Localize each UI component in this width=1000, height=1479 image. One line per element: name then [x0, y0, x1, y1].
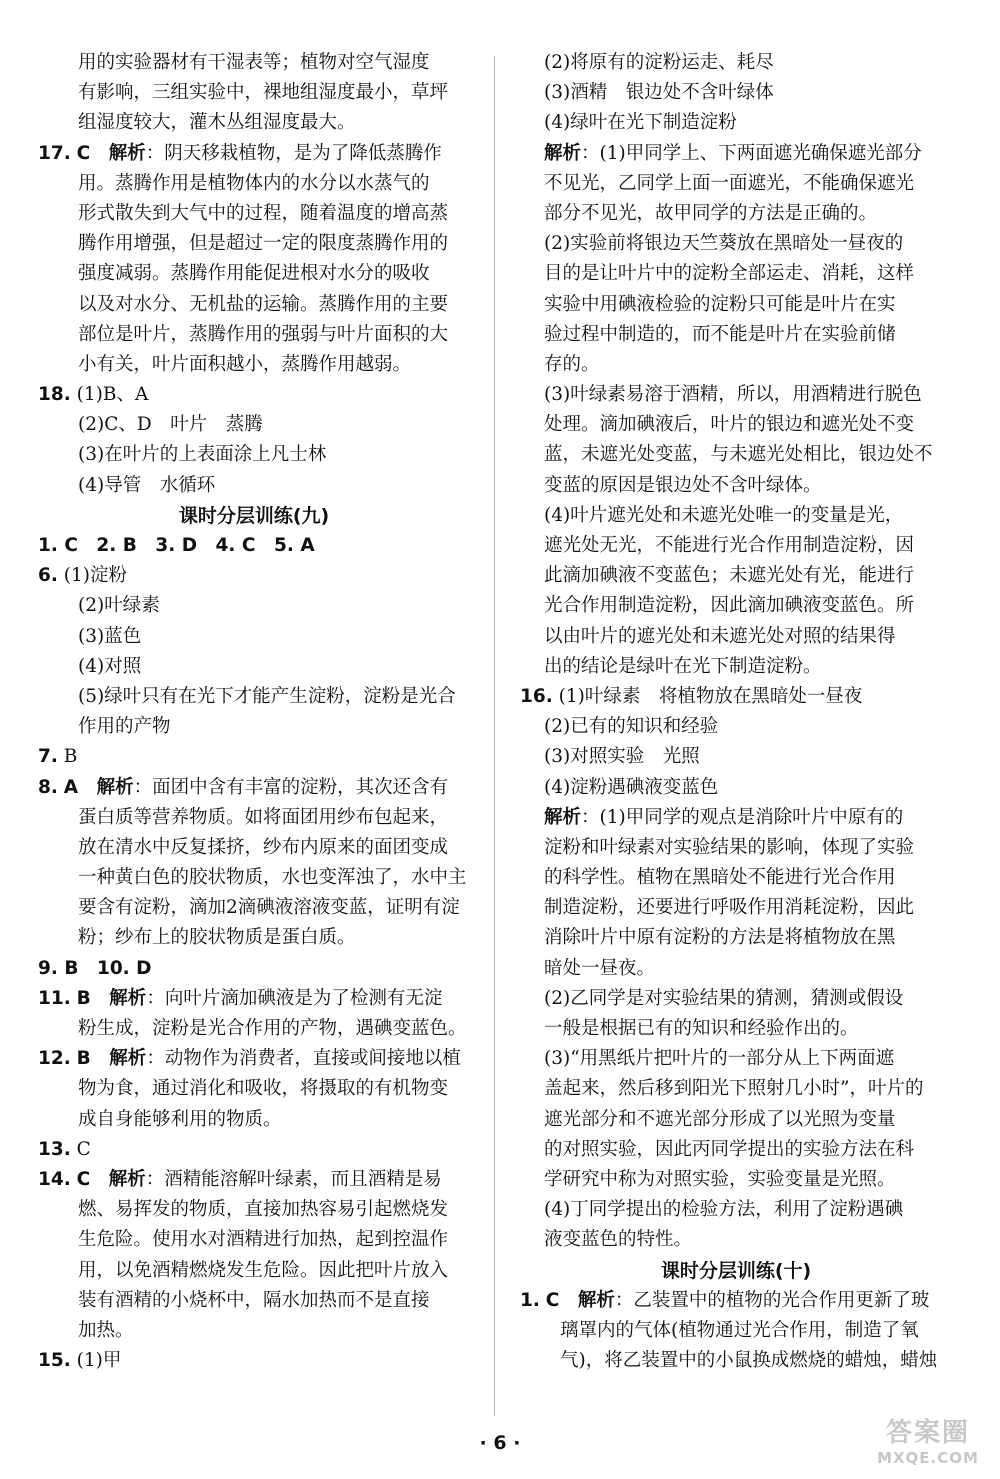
analysis-line — [520, 1286, 952, 1316]
question-number: 7. — [38, 746, 58, 768]
line-text: (1)叶绿素 将植物放在黑暗处一昼夜 — [558, 685, 863, 707]
answer-line — [520, 712, 952, 742]
line-text: 液变蓝色的特性。 — [544, 1229, 693, 1251]
answer-choice: B — [76, 987, 91, 1009]
line-text: 有影响，三组实验中，裸地组湿度最小，草坪 — [78, 82, 449, 104]
line-text: 1. C 2. B 3. D 4. C 5. A — [38, 535, 315, 556]
watermark-text: 答案圈 — [885, 1418, 970, 1448]
line-text: 生危险。使用水对酒精进行加热，起到控温作 — [78, 1229, 449, 1251]
left-column — [38, 48, 470, 1376]
line-text: 用的实验器材有干湿表等；植物对空气湿度 — [78, 52, 430, 73]
answer-item — [38, 561, 470, 591]
line-text: 形式散失到大气中的过程，随着温度的增高蒸 — [78, 202, 449, 224]
answer-line — [38, 1286, 470, 1316]
line-text: 学研究中称为对照实验，实验变量是光照。 — [544, 1168, 896, 1190]
line-text: 此滴加碘液不变蓝色；未遮光处有光，能进行 — [544, 565, 915, 587]
answer-line — [520, 48, 952, 78]
answer-line — [520, 773, 952, 803]
line-text: 验过程中制造的，而不能是叶片在实验前储 — [544, 323, 896, 345]
answer-line — [38, 169, 470, 199]
line-text: 加热。 — [78, 1319, 134, 1341]
line-text: 9. B 10. D — [38, 957, 152, 979]
line-text: 燃、易挥发的物质，直接加热容易引起燃烧发 — [78, 1199, 449, 1221]
answer-line — [38, 259, 470, 289]
line-text: (4)绿叶在光下制造淀粉 — [544, 112, 737, 134]
line-text: 蛋白质等营养物质。如将面团用纱布包起来， — [78, 806, 449, 828]
answer-line — [38, 1105, 470, 1135]
question-number: 16. — [520, 685, 553, 707]
answer-line — [38, 229, 470, 259]
answer-line — [520, 923, 952, 953]
answer-line — [520, 561, 952, 591]
column-divider — [494, 56, 495, 1416]
answer-item — [38, 1346, 470, 1376]
line-text: 用，以免酒精燃烧发生危险。因此把叶片放入 — [78, 1259, 449, 1281]
answer-line — [520, 954, 952, 984]
answer-line — [520, 1225, 952, 1255]
answer-line — [520, 380, 952, 410]
line-text: 成自身能够利用的物质。 — [78, 1108, 282, 1130]
answer-line — [38, 863, 470, 893]
answer-line — [520, 229, 952, 259]
line-text: 盖起来，然后移到阳光下照射几小时”，叶片的 — [544, 1078, 924, 1100]
line-text: 作用的产物 — [78, 716, 171, 738]
answer-line — [520, 350, 952, 380]
answer-line — [38, 350, 470, 380]
line-text: 目的是让叶片中的淀粉全部运走、消耗，这样 — [544, 263, 915, 285]
line-text: 放在清水中反复揉挤，纱布内原来的面团变成 — [78, 836, 449, 858]
line-text: (5)绿叶只有在光下才能产生淀粉，淀粉是光合 — [78, 685, 456, 707]
answer-line — [520, 652, 952, 682]
line-text: 的对照实验，因此丙同学提出的实验方法在科 — [544, 1138, 915, 1160]
answer-line — [520, 742, 952, 772]
question-number: 1. — [520, 1289, 540, 1311]
line-text: 粉生成，淀粉是光合作用的产物，遇碘变蓝色。 — [78, 1018, 467, 1039]
line-text: 变蓝的原因是银边处不含叶绿体。 — [544, 474, 822, 496]
line-text: (2)乙同学是对实验结果的猜测，猜测或假设 — [544, 987, 904, 1009]
answer-choice: B — [76, 1048, 91, 1070]
answer-line — [520, 259, 952, 289]
line-text: (1)淀粉 — [63, 565, 128, 587]
answer-line — [38, 471, 470, 501]
line-text: 暗处一昼夜。 — [544, 957, 656, 979]
question-number: 17. — [38, 142, 71, 164]
line-text: ：酒精能溶解叶绿素，而且酒精是易 — [145, 1168, 442, 1190]
answer-line — [520, 410, 952, 440]
line-text: (1)甲 — [76, 1350, 122, 1372]
answer-line — [520, 863, 952, 893]
line-text: (4)淀粉遇碘液变蓝色 — [544, 776, 719, 798]
section-heading: 课时分层训练(十) — [660, 1259, 812, 1282]
answer-line — [520, 169, 952, 199]
answer-choice: C — [76, 142, 91, 164]
line-text: (3)对照实验 光照 — [544, 746, 700, 768]
line-text: (2)叶绿素 — [78, 595, 160, 617]
answer-line — [520, 591, 952, 621]
answer-line — [520, 1165, 952, 1195]
line-text: (3)酒精 银边处不含叶绿体 — [544, 82, 774, 104]
answer-line — [520, 1316, 952, 1346]
answer-line — [520, 984, 952, 1014]
line-text: 以由叶片的遮光处和未遮光处对照的结果得 — [544, 625, 896, 647]
watermark-url: MXQE.COM — [877, 1449, 979, 1467]
line-text: 蓝，未遮光处变蓝，与未遮光处相比，银边处不 — [544, 444, 933, 466]
line-text: (4)丁同学提出的检验方法，利用了淀粉遇碘 — [544, 1199, 904, 1221]
answer-line — [520, 1014, 952, 1044]
line-text: (3)“用黑纸片把叶片的一部分从上下两面遮 — [544, 1048, 895, 1070]
answer-line — [38, 893, 470, 923]
line-text: 一种黄白色的胶状物质，水也变浑浊了，水中主 — [78, 867, 467, 889]
analysis-label: 解析 — [108, 1168, 146, 1190]
line-text: (2)已有的知识和经验 — [544, 716, 719, 738]
line-text: 遮光部分和不遮光部分形成了以光照为变量 — [544, 1108, 896, 1130]
line-text: (4)导管 水循环 — [78, 474, 216, 496]
answer-line — [38, 320, 470, 350]
line-text: 粉；纱布上的胶状物质是蛋白质。 — [78, 927, 356, 949]
line-text: ：乙装置中的植物的光合作用更新了玻 — [614, 1289, 930, 1311]
line-text: (3)在叶片的上表面涂上凡士林 — [78, 444, 327, 466]
answer-item — [38, 1135, 470, 1165]
answer-line — [520, 1195, 952, 1225]
line-text: B — [63, 746, 78, 768]
line-text: 组湿度较大，灌木丛组湿度最大。 — [78, 112, 356, 134]
line-text: 出的结论是绿叶在光下制造淀粉。 — [544, 655, 822, 677]
line-text: (4)对照 — [78, 655, 142, 677]
line-text: 物为食，通过消化和吸收，将摄取的有机物变 — [78, 1078, 449, 1100]
answer-line — [38, 410, 470, 440]
question-number: 13. — [38, 1138, 71, 1160]
line-text: 强度减弱。蒸腾作用能促进根对水分的吸收 — [78, 263, 430, 285]
answer-line — [38, 440, 470, 470]
line-text: (2)将原有的淀粉运走、耗尽 — [544, 52, 774, 73]
line-text: 璃罩内的气体(植物通过光合作用，制造了氧 — [560, 1319, 919, 1341]
analysis-line — [38, 984, 470, 1014]
line-text: (3)叶绿素易溶于酒精，所以，用酒精进行脱色 — [544, 384, 922, 406]
line-text: 腾作用增强，但是超过一定的限度蒸腾作用的 — [78, 233, 449, 255]
line-text: 实验中用碘液检验的淀粉只可能是叶片在实 — [544, 293, 896, 315]
line-text: 要含有淀粉，滴加2滴碘液溶液变蓝，证明有淀 — [78, 897, 460, 919]
question-number: 18. — [38, 384, 71, 406]
line-text: 存的。 — [544, 353, 600, 375]
answer-line — [38, 622, 470, 652]
line-text: 部位是叶片，蒸腾作用的强弱与叶片面积的大 — [78, 323, 449, 345]
analysis-label: 解析 — [96, 776, 134, 798]
answer-line — [38, 1074, 470, 1104]
question-number: 15. — [38, 1350, 71, 1372]
line-text: 不见光，乙同学上面一面遮光，不能确保遮光 — [544, 172, 915, 194]
line-text: 制造淀粉，还要进行呼吸作用消耗淀粉，因此 — [544, 897, 915, 919]
answer-line — [38, 833, 470, 863]
analysis-line — [520, 803, 952, 833]
answer-line — [38, 591, 470, 621]
line-text: 处理。滴加碘液后，叶片的银边和遮光处不变 — [544, 414, 915, 436]
answer-line — [520, 440, 952, 470]
answer-item — [38, 742, 470, 772]
answer-line — [38, 78, 470, 108]
answer-line — [520, 78, 952, 108]
line-text: (4)叶片遮光处和未遮光处唯一的变量是光， — [544, 504, 904, 526]
line-text: 装有酒精的小烧杯中，隔水加热而不是直接 — [78, 1289, 430, 1311]
line-text: ：阴天移栽植物，是为了降低蒸腾作 — [145, 142, 442, 164]
answer-line — [520, 1105, 952, 1135]
line-text: 遮光处无光，不能进行光合作用制造淀粉，因 — [544, 535, 915, 556]
analysis-label: 解析 — [109, 1048, 147, 1070]
analysis-line — [38, 773, 470, 803]
answer-line — [520, 1074, 952, 1104]
analysis-label: 解析 — [544, 142, 582, 164]
line-text: (2)实验前将银边天竺葵放在黑暗处一昼夜的 — [544, 233, 904, 255]
answer-line — [38, 1195, 470, 1225]
line-text: 光合作用制造淀粉，因此滴加碘液变蓝色。所 — [544, 595, 915, 617]
line-text: C — [76, 1138, 91, 1160]
answer-line — [520, 1346, 952, 1376]
analysis-line — [520, 139, 952, 169]
answer-line — [38, 108, 470, 138]
answer-line — [520, 833, 952, 863]
line-text: 气)，将乙装置中的小鼠换成燃烧的蜡烛，蜡烛 — [560, 1350, 938, 1372]
answer-line — [520, 108, 952, 138]
answer-line — [38, 923, 470, 953]
line-text: 一般是根据已有的知识和经验作出的。 — [544, 1018, 859, 1039]
answer-line — [520, 893, 952, 923]
watermark-logo — [868, 1412, 988, 1472]
line-text: 小有关，叶片面积越小，蒸腾作用越弱。 — [78, 353, 412, 375]
line-text: ：向叶片滴加碘液是为了检测有无淀 — [146, 987, 443, 1009]
answer-line — [38, 199, 470, 229]
question-number: 12. — [38, 1048, 71, 1070]
answer-line — [520, 501, 952, 531]
answer-line — [520, 320, 952, 350]
answer-line — [38, 1256, 470, 1286]
right-column — [520, 48, 952, 1376]
answer-line — [38, 803, 470, 833]
page-number: · 6 · — [479, 1432, 521, 1454]
line-text: ：(1)甲同学的观点是消除叶片中原有的 — [581, 806, 904, 828]
answer-line — [520, 290, 952, 320]
line-text: 用。蒸腾作用是植物体内的水分以水蒸气的 — [78, 172, 430, 194]
analysis-line — [38, 1044, 470, 1074]
line-text: 以及对水分、无机盐的运输。蒸腾作用的主要 — [78, 293, 449, 315]
answer-line — [38, 48, 470, 78]
answer-line — [38, 1316, 470, 1346]
answer-line — [38, 1014, 470, 1044]
line-text: (2)C、D 叶片 蒸腾 — [78, 414, 263, 436]
line-text: (3)蓝色 — [78, 625, 142, 647]
answer-choice: C — [545, 1289, 560, 1311]
answer-line — [38, 712, 470, 742]
analysis-label: 解析 — [577, 1289, 615, 1311]
answer-line — [520, 471, 952, 501]
answer-line — [38, 290, 470, 320]
answer-line — [38, 1225, 470, 1255]
answer-line — [520, 1135, 952, 1165]
analysis-line — [38, 1165, 470, 1195]
answer-item — [520, 682, 952, 712]
question-number: 6. — [38, 565, 58, 587]
answer-line — [38, 682, 470, 712]
analysis-label: 解析 — [108, 142, 146, 164]
section-heading: 课时分层训练(九) — [178, 504, 330, 527]
answer-item — [38, 380, 470, 410]
line-text: 部分不见光，故甲同学的方法是正确的。 — [544, 202, 878, 224]
answer-line — [520, 1044, 952, 1074]
line-text: 消除叶片中原有淀粉的方法是将植物放在黑 — [544, 927, 896, 949]
answer-choice: C — [76, 1168, 91, 1190]
question-number: 8. — [38, 776, 58, 798]
answer-line — [520, 531, 952, 561]
analysis-line — [38, 139, 470, 169]
answer-line — [38, 954, 470, 984]
answer-choice: A — [63, 776, 79, 798]
line-text: (1)B、A — [76, 384, 149, 406]
line-text: ：动物作为消费者，直接或间接地以植 — [146, 1048, 461, 1070]
line-text: ：面团中含有丰富的淀粉，其次还含有 — [133, 776, 449, 798]
answer-line — [38, 531, 470, 561]
line-text: 的科学性。植物在黑暗处不能进行光合作用 — [544, 867, 896, 889]
line-text: 淀粉和叶绿素对实验结果的影响，体现了实验 — [544, 836, 915, 858]
answer-line — [520, 199, 952, 229]
question-number: 11. — [38, 987, 71, 1009]
question-number: 14. — [38, 1168, 71, 1190]
answer-line — [38, 652, 470, 682]
analysis-label: 解析 — [544, 806, 582, 828]
answer-line — [520, 622, 952, 652]
line-text: ：(1)甲同学上、下两面遮光确保遮光部分 — [581, 142, 922, 164]
analysis-label: 解析 — [109, 987, 147, 1009]
